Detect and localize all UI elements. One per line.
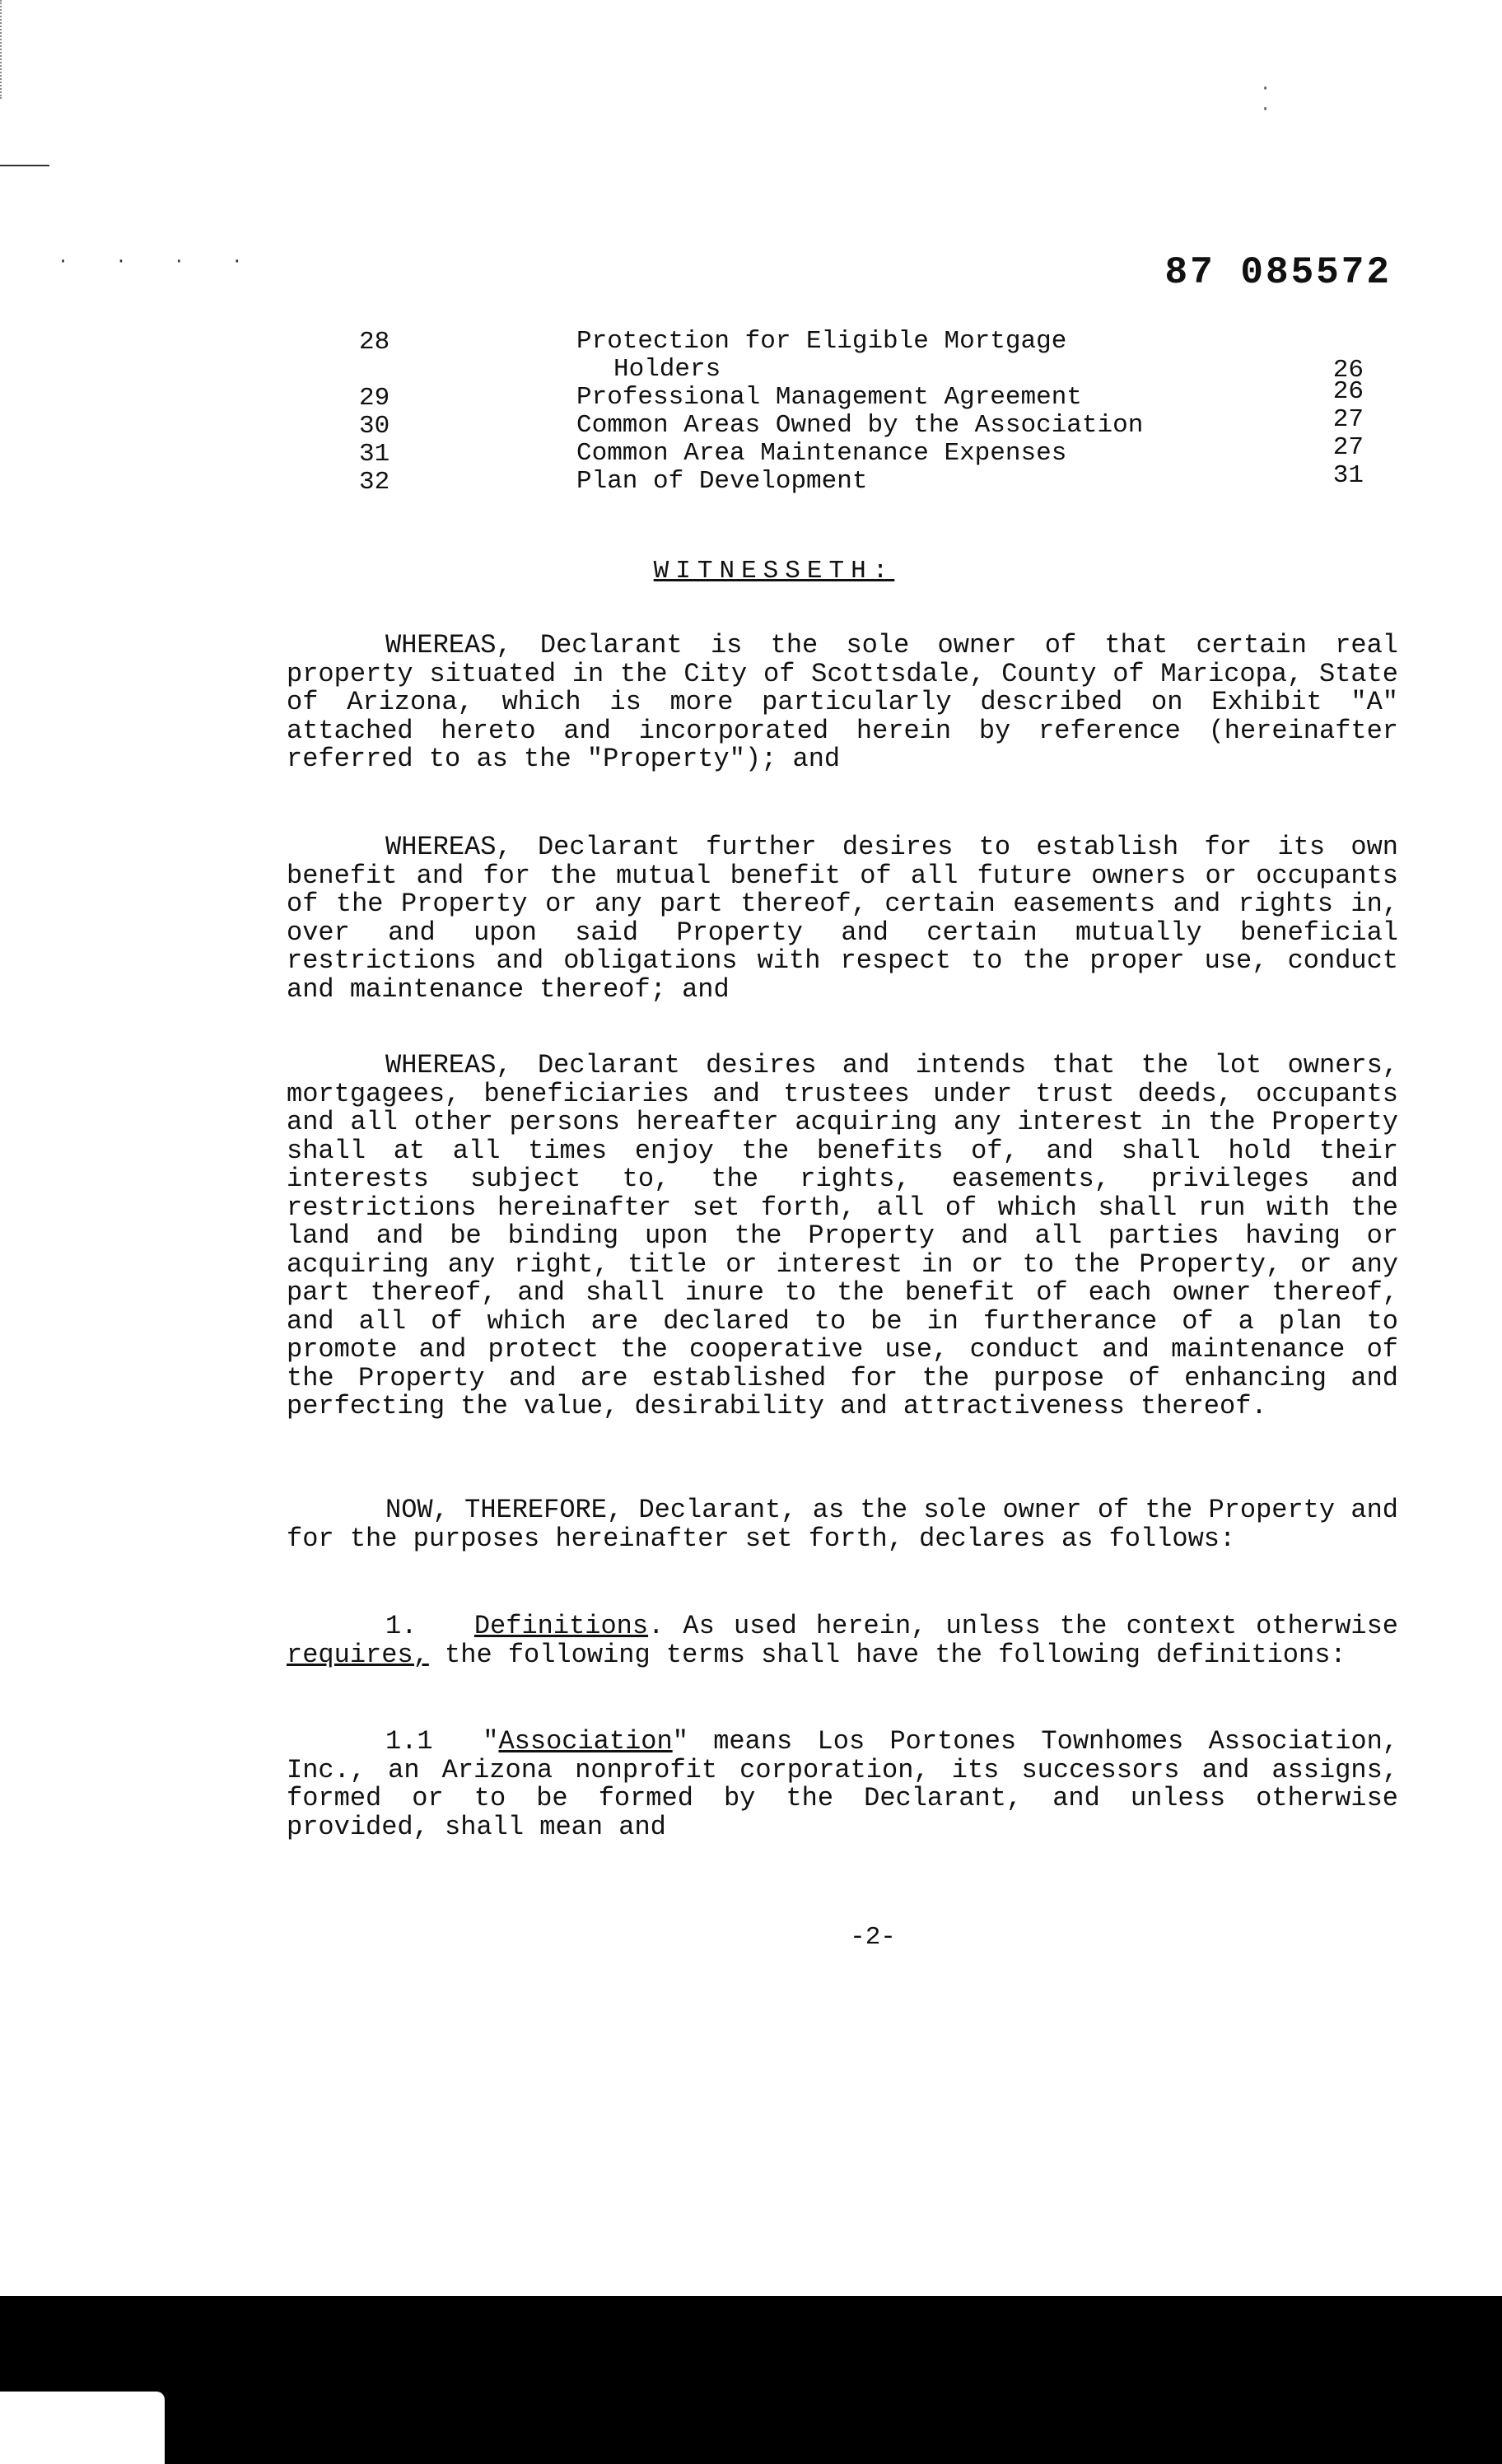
toc-title: Professional Management Agreement: [576, 383, 1082, 412]
toc-number: 32: [359, 468, 390, 497]
recital-paragraph: WHEREAS, Declarant desires and intends that the lot owners, mortgagees, beneficiaries and trustees under trust deeds, occupants and all other persons hereafter acquiring any interest in the Property shall at all times enjoy the benefits of, and shall hold their interests subject to, the rights, easements, privileges and restrictions hereinafter set forth, all of which shall run with the land and be binding upon the Property and all parties having or acquiring any right, title or interest in or to the Property, or any part thereof, and shall inure to the benefit of each owner thereof, and all of which are declared to be in furtherance of a plan to promote and protect the cooperative use, conduct and maintenance of the Property and are established for the purpose of enhancing and perfecting the value, desirability and attractiveness thereof.: [287, 1050, 1398, 1421]
toc-row: [359, 405, 1364, 441]
toc-page-number: 26: [1332, 356, 1364, 385]
scan-bottom-band: [0, 2296, 1502, 2464]
scan-corner-tab: [0, 2392, 165, 2464]
toc-page-number: 31: [1332, 461, 1364, 490]
scan-edge-marks: [0, 0, 4, 99]
toc-page-number: 26: [1332, 377, 1364, 406]
scan-specks-top: · ·: [1260, 78, 1346, 119]
defined-term: Association: [498, 1726, 673, 1757]
toc-number: 31: [359, 440, 390, 469]
toc-page-number: 27: [1332, 433, 1364, 462]
association-definition: [287, 1728, 1398, 1841]
definition-text: means Los Portones Townhomes Association, Inc., an Arizona nonprofit corporation, its successors and assigns, formed or to be formed by the Declarant, and unless otherwise provided, shall mean and: [287, 1726, 1399, 1842]
section-term: Definitions: [473, 1611, 649, 1641]
toc-row: [359, 433, 1364, 469]
scan-specks: · · · ·: [58, 251, 261, 272]
toc-row: [359, 377, 1364, 413]
toc-number: 28: [359, 328, 390, 357]
quote-mark: ": [483, 1726, 499, 1757]
toc-row: [359, 461, 1364, 497]
subsection-number: 1.1: [385, 1726, 433, 1757]
table-of-contents: [359, 328, 1364, 496]
section-text: . As used herein, unless the context otherwise: [648, 1611, 1399, 1641]
toc-title: Common Area Maintenance Expenses: [576, 439, 1067, 468]
toc-title-line: Protection for Eligible Mortgage: [576, 327, 1067, 356]
section-number: 1.: [385, 1611, 417, 1641]
toc-title: [576, 328, 1285, 384]
recital-paragraph: WHEREAS, Declarant is the sole owner of that certain real property situated in the City of Scottsdale, County of Maricopa, State of Arizona, which is more particularly described on Exhibit "A" attached hereto and incorporated herein by reference (hereinafter referred to as the "Property"); and: [287, 630, 1398, 774]
toc-title: Plan of Development: [576, 467, 868, 496]
section-text: the following terms shall have the following definitions:: [428, 1639, 1346, 1670]
witnesseth-heading: [527, 557, 1021, 586]
margin-mark: [0, 165, 49, 166]
toc-number: 29: [359, 384, 390, 413]
recital-paragraph: WHEREAS, Declarant further desires to establish for its own benefit and for the mutual benefit of all future owners or occupants of the Property or any part thereof, certain easements and rights in, over and upon said Property and certain mutually beneficial restrictions and obligations with respect to the proper use, conduct and maintenance thereof; and: [287, 832, 1398, 1005]
definitions-paragraph: [287, 1612, 1398, 1669]
section-term-requires: requires,: [287, 1639, 429, 1670]
toc-title: Common Areas Owned by the Association: [576, 411, 1144, 440]
page-number: -2-: [850, 1923, 896, 1952]
quote-mark: ": [672, 1726, 688, 1757]
heading-text: WITNESSETH:: [653, 557, 895, 586]
declaration-paragraph: NOW, THEREFORE, Declarant, as the sole owner of the Property and for the purposes hereinafter set forth, declares as follows:: [287, 1495, 1398, 1554]
toc-number: 30: [359, 412, 390, 441]
toc-row: [359, 328, 1364, 384]
toc-page-number: 27: [1332, 405, 1364, 434]
recording-number: 87 085572: [1164, 251, 1392, 294]
toc-title-line: Holders: [613, 355, 721, 384]
